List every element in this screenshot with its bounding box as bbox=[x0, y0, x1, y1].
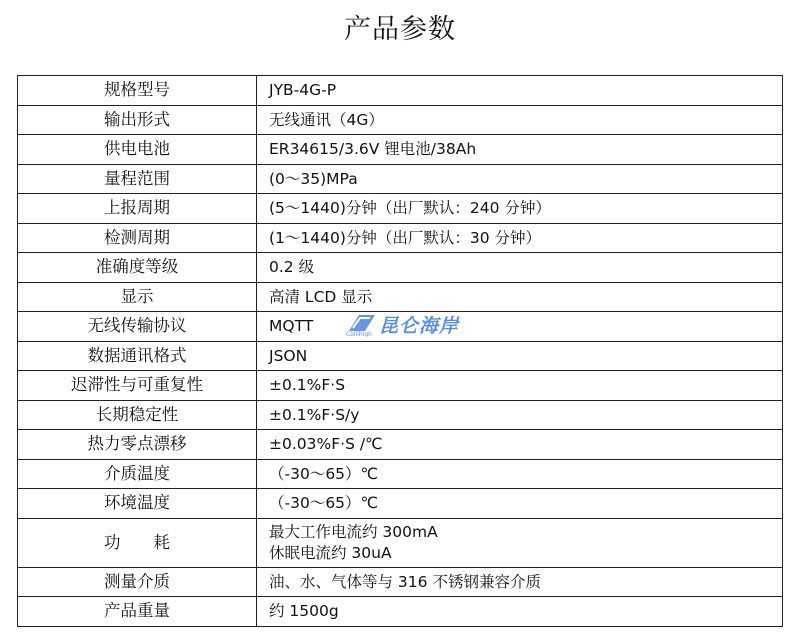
param-label: 热力零点漂移 bbox=[18, 430, 257, 460]
param-label: 迟滞性与可重复性 bbox=[18, 371, 257, 401]
value-line: 最大工作电流约 300mA bbox=[269, 522, 438, 541]
param-label: 测量介质 bbox=[18, 567, 257, 597]
table-row bbox=[18, 253, 783, 283]
param-value: （-30～65）℃ bbox=[257, 459, 783, 489]
param-value bbox=[257, 518, 783, 567]
table-row bbox=[18, 567, 783, 597]
table-row bbox=[18, 430, 783, 460]
param-value: (5～1440)分钟（出厂默认：240 分钟） bbox=[257, 194, 783, 224]
table-row bbox=[18, 194, 783, 224]
table-row bbox=[18, 76, 783, 106]
param-value: （-30～65）℃ bbox=[257, 489, 783, 519]
param-label: 上报周期 bbox=[18, 194, 257, 224]
page-title: 产品参数 bbox=[344, 14, 456, 45]
param-label: 功 耗 bbox=[18, 518, 257, 567]
table-row bbox=[18, 400, 783, 430]
table-row bbox=[18, 223, 783, 253]
param-label: 量程范围 bbox=[18, 164, 257, 194]
param-label: 供电电池 bbox=[18, 135, 257, 165]
table-row bbox=[18, 105, 783, 135]
table-row bbox=[18, 312, 783, 342]
brand-logo-subtext: Collihigh bbox=[346, 331, 372, 337]
table-row bbox=[18, 518, 783, 567]
brand-logo-text: 昆仑海岸 bbox=[379, 314, 460, 337]
param-value: ±0.03%F·S /℃ bbox=[257, 430, 783, 460]
param-label: 数据通讯格式 bbox=[18, 341, 257, 371]
param-value: 无线通讯（4G） bbox=[257, 105, 783, 135]
param-label: 显示 bbox=[18, 282, 257, 312]
param-label: 长期稳定性 bbox=[18, 400, 257, 430]
param-label: 环境温度 bbox=[18, 489, 257, 519]
table-row bbox=[18, 341, 783, 371]
param-value: ER34615/3.6V 锂电池/38Ah bbox=[257, 135, 783, 165]
param-value: JYB-4G-P bbox=[257, 76, 783, 106]
param-value: MQTT bbox=[257, 312, 783, 342]
param-value: (0～35)MPa bbox=[257, 164, 783, 194]
param-label: 输出形式 bbox=[18, 105, 257, 135]
param-value: 高清 LCD 显示 bbox=[257, 282, 783, 312]
param-value: 油、水、气体等与 316 不锈钢兼容介质 bbox=[257, 567, 783, 597]
param-value: ±0.1%F·S/y bbox=[257, 400, 783, 430]
param-label: 规格型号 bbox=[18, 76, 257, 106]
param-value: JSON bbox=[257, 341, 783, 371]
table-row bbox=[18, 371, 783, 401]
param-label: 无线传输协议 bbox=[18, 312, 257, 342]
value-line: 休眠电流约 30uA bbox=[269, 543, 392, 562]
table-row bbox=[18, 135, 783, 165]
param-label: 产品重量 bbox=[18, 597, 257, 627]
param-label: 准确度等级 bbox=[18, 253, 257, 283]
param-value: (1～1440)分钟（出厂默认：30 分钟） bbox=[257, 223, 783, 253]
param-label: 检测周期 bbox=[18, 223, 257, 253]
table-row bbox=[18, 164, 783, 194]
param-value: ±0.1%F·S bbox=[257, 371, 783, 401]
param-value: 0.2 级 bbox=[257, 253, 783, 283]
table-row bbox=[18, 459, 783, 489]
param-label: 介质温度 bbox=[18, 459, 257, 489]
param-value: 约 1500g bbox=[257, 597, 783, 627]
table-row bbox=[18, 597, 783, 627]
table-row bbox=[18, 282, 783, 312]
table-row bbox=[18, 489, 783, 519]
spec-table bbox=[17, 75, 783, 627]
